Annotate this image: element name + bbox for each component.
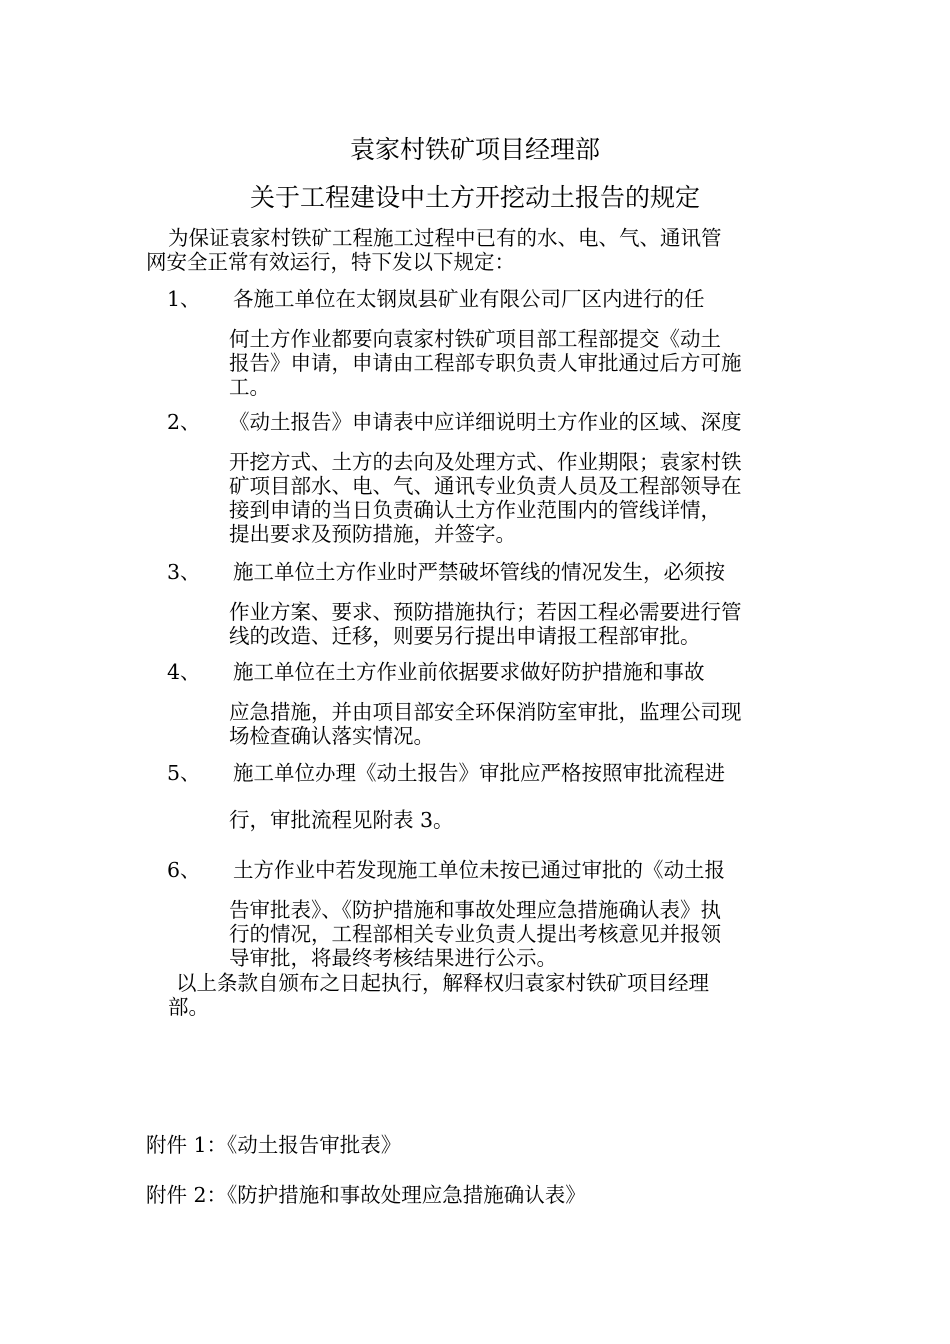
item-first-line: 土方作业中若发现施工单位未按已通过审批的《动土报 [233,858,725,882]
intro-line: 为保证袁家村铁矿工程施工过程中已有的水、电、气、通讯管 [168,226,722,250]
item-line: 何土方作业都要向袁家村铁矿项目部工程部提交《动土 [229,327,721,351]
document-title-line-1: 袁家村铁矿项目经理部 [349,135,600,164]
item-line: 告审批表》、《防护措施和事故处理应急措施确认表》执 [229,898,721,922]
item-line: 线的改造、迁移，则要另行提出申请报工程部审批。 [229,624,701,648]
closing-line: 部。 [168,995,209,1019]
item-number: 6、 [167,858,201,882]
attachment-line: 附件 1：《动土报告审批表》 [146,1133,402,1157]
document-title-line-2: 关于工程建设中土方开挖动土报告的规定 [249,183,700,212]
item-line: 提出要求及预防措施，并签字。 [229,522,516,546]
item-line: 矿项目部水、电、气、通讯专业负责人员及工程部领导在 [229,474,742,498]
item-number: 2、 [167,410,201,434]
intro-line: 网安全正常有效运行，特下发以下规定： [146,250,515,274]
item-line: 作业方案、要求、预防措施执行；若因工程必需要进行管 [229,600,742,624]
item-line: 行，审批流程见附表 3。 [229,808,454,832]
item-line: 导审批，将最终考核结果进行公示。 [229,946,557,970]
item-line: 接到申请的当日负责确认土方作业范围内的管线详情， [229,498,721,522]
item-line: 工。 [229,375,270,399]
item-line: 行的情况，工程部相关专业负责人提出考核意见并报领 [229,922,721,946]
closing-line: 以上条款自颁布之日起执行，解释权归袁家村铁矿项目经理 [176,971,709,995]
item-first-line: 施工单位土方作业时严禁破坏管线的情况发生，必须按 [233,560,725,584]
item-first-line: 《动土报告》申请表中应详细说明土方作业的区域、深度 [229,410,742,434]
item-first-line: 施工单位办理《动土报告》审批应严格按照审批流程进 [233,761,725,785]
item-number: 3、 [167,560,201,584]
item-line: 场检查确认落实情况。 [229,724,434,748]
item-number: 5、 [167,761,201,785]
item-line: 开挖方式、土方的去向及处理方式、作业期限；袁家村铁 [229,450,742,474]
attachment-line: 附件 2：《防护措施和事故处理应急措施确认表》 [146,1183,586,1207]
item-number: 4、 [167,660,201,684]
item-first-line: 施工单位在土方作业前依据要求做好防护措施和事故 [233,660,705,684]
item-first-line: 各施工单位在太钢岚县矿业有限公司厂区内进行的任 [233,287,705,311]
item-line: 应急措施，并由项目部安全环保消防室审批，监理公司现 [229,700,742,724]
item-number: 1、 [167,287,201,311]
item-line: 报告》申请，申请由工程部专职负责人审批通过后方可施 [229,351,742,375]
